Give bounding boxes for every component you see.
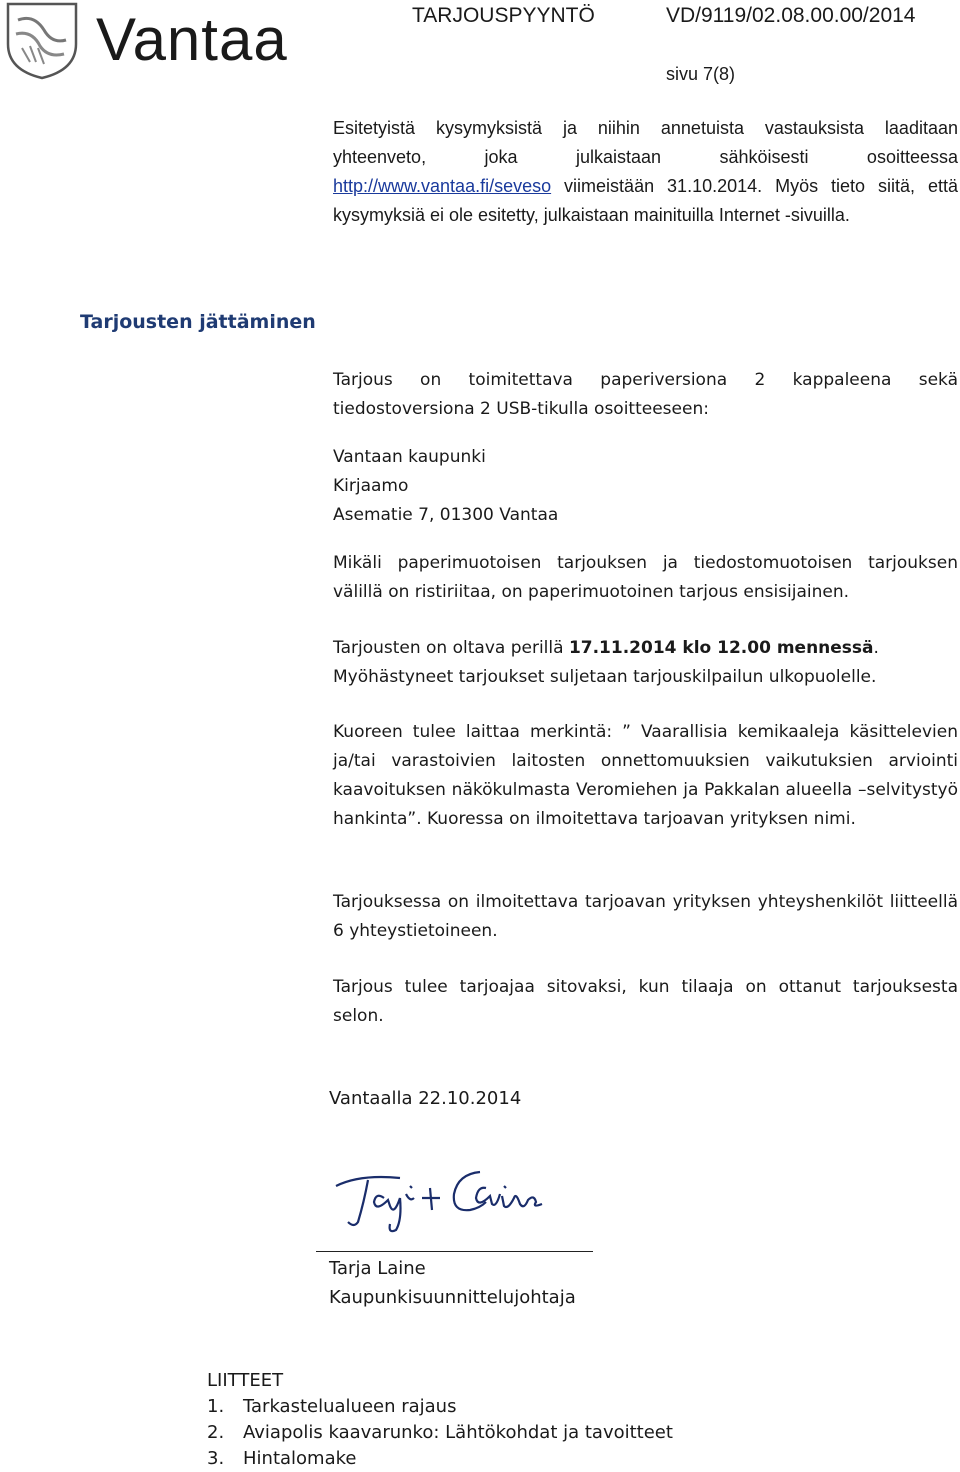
attachment-label: Aviapolis kaavarunko: Lähtökohdat ja tavoitteet xyxy=(243,1422,673,1443)
document-type: TARJOUSPYYNTÖ xyxy=(412,4,595,27)
vantaa-logo xyxy=(4,0,294,80)
attachments-heading: LIITTEET xyxy=(207,1370,284,1391)
signatory-title: Kaupunkisuunnittelujohtaja xyxy=(329,1287,576,1308)
document-number: VD/9119/02.08.00.00/2014 xyxy=(666,4,916,27)
attachment-item xyxy=(207,1420,673,1446)
attachments xyxy=(207,1368,673,1472)
attachment-label: Tarkastelualueen rajaus xyxy=(243,1396,457,1417)
section-heading: Tarjousten jättäminen xyxy=(80,311,316,333)
seveso-link[interactable]: http://www.vantaa.fi/seveso xyxy=(333,176,552,196)
intro-text-before: Esitetyistä kysymyksistä ja niihin annetuista vastauksista laaditaan yhteenveto, joka julkaistaan sähköisesti osoitteessa xyxy=(333,118,958,167)
envelope-paragraph: Kuoreen tulee laittaa merkintä: ” Vaarallisia kemikaaleja käsittelevien ja/tai varastoivien laitosten onnettomuuksien vaikutuksien arviointi kaavoituksen näkökulmasta Veromiehen ja Pakkalan alueella –selvitystyö hankinta”. Kuoressa on ilmoitettava tarjoavan yrityksen nimi. xyxy=(333,722,958,829)
attachment-item xyxy=(207,1394,673,1420)
address-line: Vantaan kaupunki xyxy=(333,447,486,467)
deadline-date: 17.11.2014 klo 12.00 mennessä xyxy=(568,638,874,658)
address-line: Asematie 7, 01300 Vantaa xyxy=(333,505,559,525)
signatory xyxy=(329,1254,576,1312)
address-line: Kirjaamo xyxy=(333,476,409,496)
signatory-name: Tarja Laine xyxy=(329,1258,426,1279)
late-note: Myöhästyneet tarjoukset suljetaan tarjouskilpailun ulkopuolelle. xyxy=(333,667,877,687)
delivery-address xyxy=(333,443,958,530)
attachments-list xyxy=(207,1394,673,1472)
delivery-paragraph: Tarjous on toimitettava paperiversiona 2 kappaleena sekä tiedostoversiona 2 USB-tikulla osoitteeseen: xyxy=(333,370,958,419)
handwritten-signature xyxy=(330,1158,550,1238)
attachment-number: 3. xyxy=(207,1448,225,1469)
binding-paragraph: Tarjous tulee tarjoajaa sitovaksi, kun tilaaja on ottanut tarjouksesta selon. xyxy=(333,977,958,1026)
page-number: sivu 7(8) xyxy=(666,64,736,84)
contacts-paragraph: Tarjouksessa on ilmoitettava tarjoavan yrityksen yhteyshenkilöt liitteellä 6 yhteystietoineen. xyxy=(333,892,958,941)
deadline-prefix: Tarjousten on oltava perillä xyxy=(333,638,569,658)
attachment-label: Hintalomake xyxy=(243,1448,357,1469)
conflict-paragraph: Mikäli paperimuotoisen tarjouksen ja tiedostomuotoisen tarjouksen välillä on ristiriitaa, on paperimuotoinen tarjous ensisijainen. xyxy=(333,553,958,602)
deadline-suffix: . xyxy=(873,638,879,658)
vantaa-coat-of-arms-icon xyxy=(4,0,88,80)
intro-paragraph xyxy=(333,114,958,230)
deadline-line xyxy=(333,634,958,663)
attachment-item xyxy=(207,1446,673,1472)
place-and-date: Vantaalla 22.10.2014 xyxy=(329,1088,522,1109)
intro-text-after: viimeistään 31.10.2014. Myös tieto siitä, että kysymyksiä ei ole esitetty, julkaistaan mainituilla Internet -sivuilla. xyxy=(333,176,958,225)
logo-wordmark: Vantaa xyxy=(96,6,288,73)
deadline-paragraph xyxy=(333,634,958,692)
signature-line xyxy=(316,1251,593,1252)
attachment-number: 2. xyxy=(207,1422,225,1443)
attachment-number: 1. xyxy=(207,1396,225,1417)
